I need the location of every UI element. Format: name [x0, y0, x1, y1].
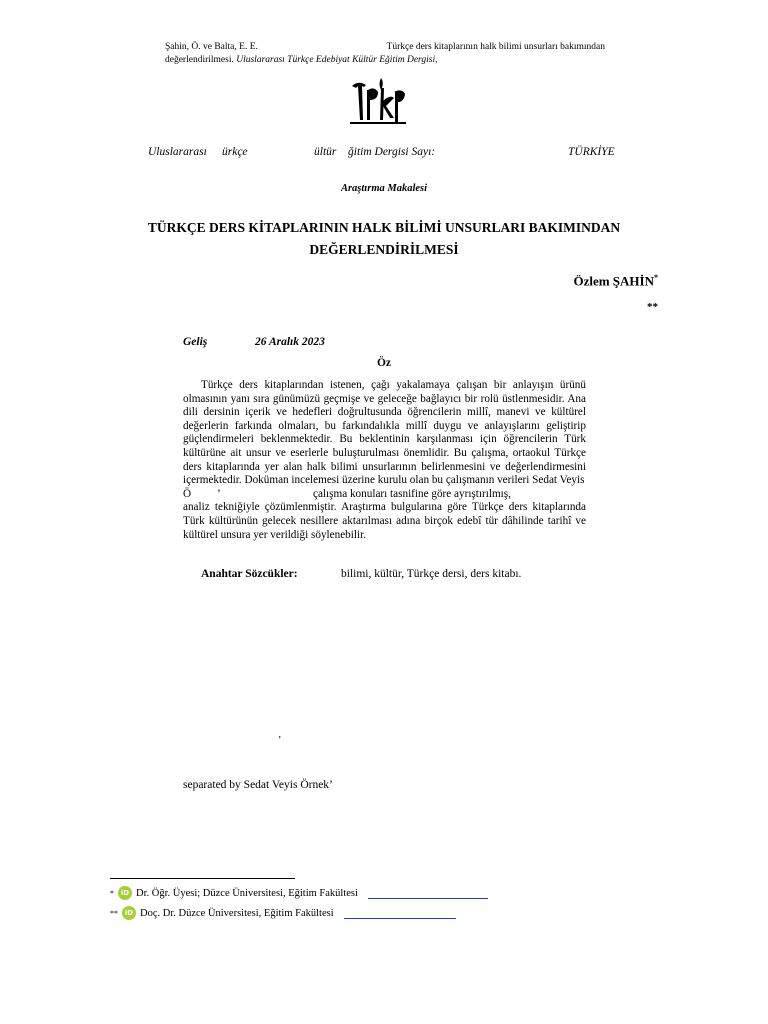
footnote-1-marker: *: [110, 888, 114, 898]
orcid-icon[interactable]: iD: [122, 906, 136, 920]
footnote-1-link[interactable]: [368, 888, 488, 899]
abstract-fragment-line: [183, 488, 586, 502]
abstract-paragraph-2: analiz tekniğiyle çözümlenmiştir. Araştırma bulgularına göre Türkçe ders kitaplarında Türk kültürünün gelecek nesillere aktarılması adına birçok edebî tür dâhilinde tarihî ve kültürel unsura yer verildiği söylenebilir.: [183, 501, 586, 541]
abstract-heading: Öz: [376, 357, 392, 369]
keywords-value: bilimi, kültür, Türkçe dersi, ders kitabı.: [341, 568, 522, 580]
citation-row-2: [165, 54, 605, 67]
article-type: Araştırma Makalesi: [340, 183, 428, 194]
citation-title-part: Türkçe ders kitaplarının halk bilimi unsurları bakımından: [386, 42, 605, 52]
author-first-marker: *: [654, 273, 658, 282]
abstract-fragment-b: ’: [217, 487, 221, 500]
footnote-2-marker: **: [110, 908, 118, 918]
footnote-2: [110, 906, 456, 920]
citation-title-end: değerlendirilmesi.: [165, 55, 234, 65]
journal-logo: [348, 76, 408, 128]
paper-title: [110, 217, 658, 261]
paper-title-line-1: TÜRKÇE DERS KİTAPLARININ HALK BİLİMİ UNSURLARI BAKIMINDAN: [147, 220, 621, 235]
citation-journal: Uluslararası Türkçe Edebiyat Kültür Eğitim Dergisi,: [236, 55, 438, 65]
separated-text: separated by Sedat Veyis Örnek’: [183, 779, 333, 791]
received-label: Geliş: [183, 336, 208, 348]
footnote-2-text: Doç. Dr. Düzce Üniversitesi, Eğitim Fakültesi: [140, 907, 334, 919]
abstract-fragment-a: Ö: [183, 487, 192, 500]
author-first-name: Özlem ŞAHİN: [573, 273, 654, 289]
keywords-label: Anahtar Sözcükler:: [201, 568, 298, 580]
received-date: 26 Aralık 2023: [255, 336, 325, 348]
journal-name-part-2: ürkçe: [222, 146, 248, 158]
footnote-rule: [110, 878, 295, 879]
citation-row-1: [165, 41, 605, 54]
author-second-marker: **: [647, 301, 658, 313]
footnote-1-text: Dr. Öğr. Üyesi; Düzce Üniversitesi, Eğitim Fakültesi: [136, 887, 358, 899]
journal-name-part-3: ültür: [314, 146, 337, 158]
stray-apostrophe: ’: [278, 735, 282, 746]
author-first: [573, 273, 658, 289]
footnote-1: [110, 886, 488, 900]
journal-name-part-4: ğitim Dergisi Sayı:: [348, 146, 436, 158]
abstract-paragraph-1: Türkçe ders kitaplarından istenen, çağı yakalamaya çalışan bir anlayışın ürünü olmasının yanı sıra günümüzü geçmişe ve geleceğe bağlayıcı bir rolü üstlenmesidir. Ana dili dersinin içerik ve hedefleri doğrultusunda öğrencilerin millî, manevi ve kültürel değerlerin farkında olmaları, bu farkındalıkla millî duygu ve anlayışlarını geliştirip güçlendirmeleri beklenmektedir. Bu beklentinin karşılanması için öğrencilerin Türk kültürüne ait unsur ve eserlerle buluşturulması önemlidir. Bu çalışma, ortaokul Türkçe ders kitaplarında yer alan halk bilimi unsurlarının belirlenmesini ve değerlendirmesini içermektedir. Doküman incelemesi üzerine kurulu olan bu çalışmanın verileri Sedat Veyis: [183, 379, 586, 487]
orcid-icon[interactable]: iD: [118, 886, 132, 900]
abstract-fragment-c: çalışma konuları tasnifine göre ayrıştırılmış,: [313, 487, 511, 500]
paper-title-line-2: DEĞERLENDİRİLMESİ: [309, 242, 459, 257]
journal-name-part-1: Uluslararası: [148, 146, 207, 158]
journal-country: TÜRKİYE: [568, 146, 615, 158]
citation-authors: Şahin, Ö. ve Balta, E. E.: [165, 42, 258, 52]
citation-header: [165, 41, 605, 67]
abstract-body: [183, 379, 586, 542]
footnote-2-link[interactable]: [344, 908, 456, 919]
